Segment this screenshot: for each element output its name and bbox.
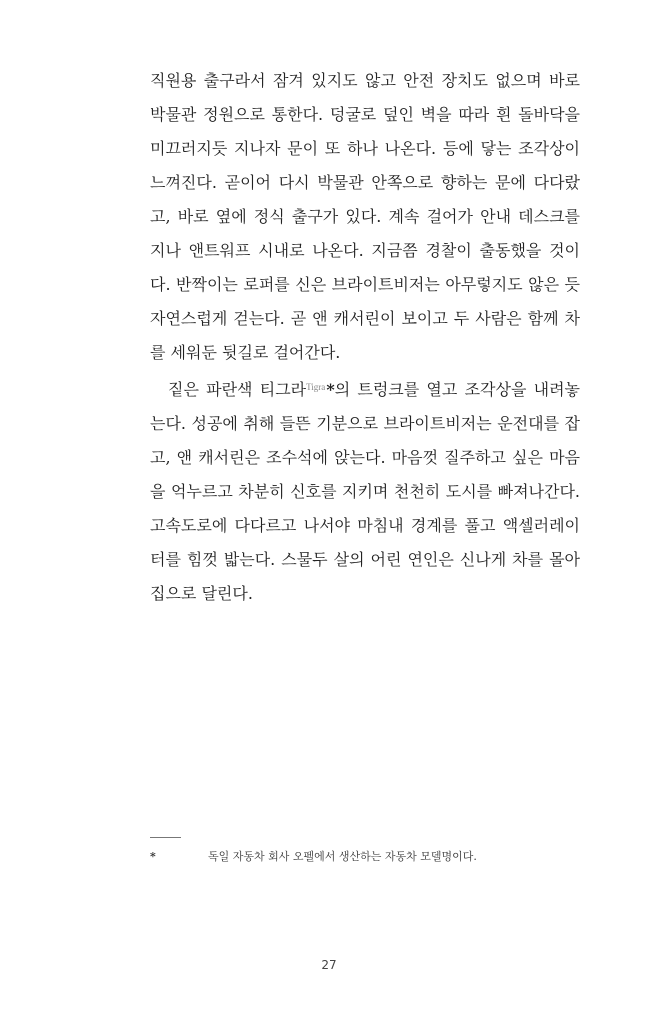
footnote-divider — [150, 837, 181, 838]
paragraph-2 — [150, 370, 580, 611]
page-number: 27 — [321, 958, 337, 972]
body-text — [150, 64, 580, 611]
paragraph-2-rest: 의 트렁크를 열고 조각상을 내려놓는다. 성공에 취해 들뜬 기분으로 브라이트비저는 운전대를 잡고, 앤 캐서린은 조수석에 앉는다. 마음껏 질주하고 싶은 마음을 억누르고 차분히 신호를 지키며 천천히 도시를 빠져나간다. 고속도로에 다다르고 나서야 마침내 경계를 풀고 액셀러레이터를 힘껏 밟는다. 스물두 살의 어린 연인은 신나게 차를 몰아 집으로 달린다. — [150, 380, 580, 603]
footnote — [150, 849, 590, 865]
paragraph-1: 직원용 출구라서 잠겨 있지도 않고 안전 장치도 없으며 바로 박물관 정원으로 통한다. 덩굴로 덮인 벽을 따라 흰 돌바닥을 미끄러지듯 지나자 문이 또 하나 나온다. 등에 닿는 조각상이 느껴진다. 곧이어 다시 박물관 안쪽으로 향하는 문에 다다랐고, 바로 옆에 정식 출구가 있다. 계속 걸어가 안내 데스크를 지나 앤트워프 시내로 나온다. 지금쯤 경찰이 출동했을 것이다. 반짝이는 로퍼를 신은 브라이트비저는 아무렇지도 않은 듯 자연스럽게 걷는다. 곧 앤 캐서린이 보이고 두 사람은 함께 차를 세워둔 뒷길로 걸어간다. — [150, 71, 580, 362]
footnote-mark: * — [150, 850, 156, 863]
tigra-annotation: Tigra — [306, 382, 326, 392]
footnote-text: 독일 자동차 회사 오펠에서 생산하는 자동차 모델명이다. — [208, 850, 477, 863]
paragraph-2-start: 짙은 파란색 티그라 — [168, 380, 307, 399]
footnote-reference: * — [326, 380, 335, 399]
